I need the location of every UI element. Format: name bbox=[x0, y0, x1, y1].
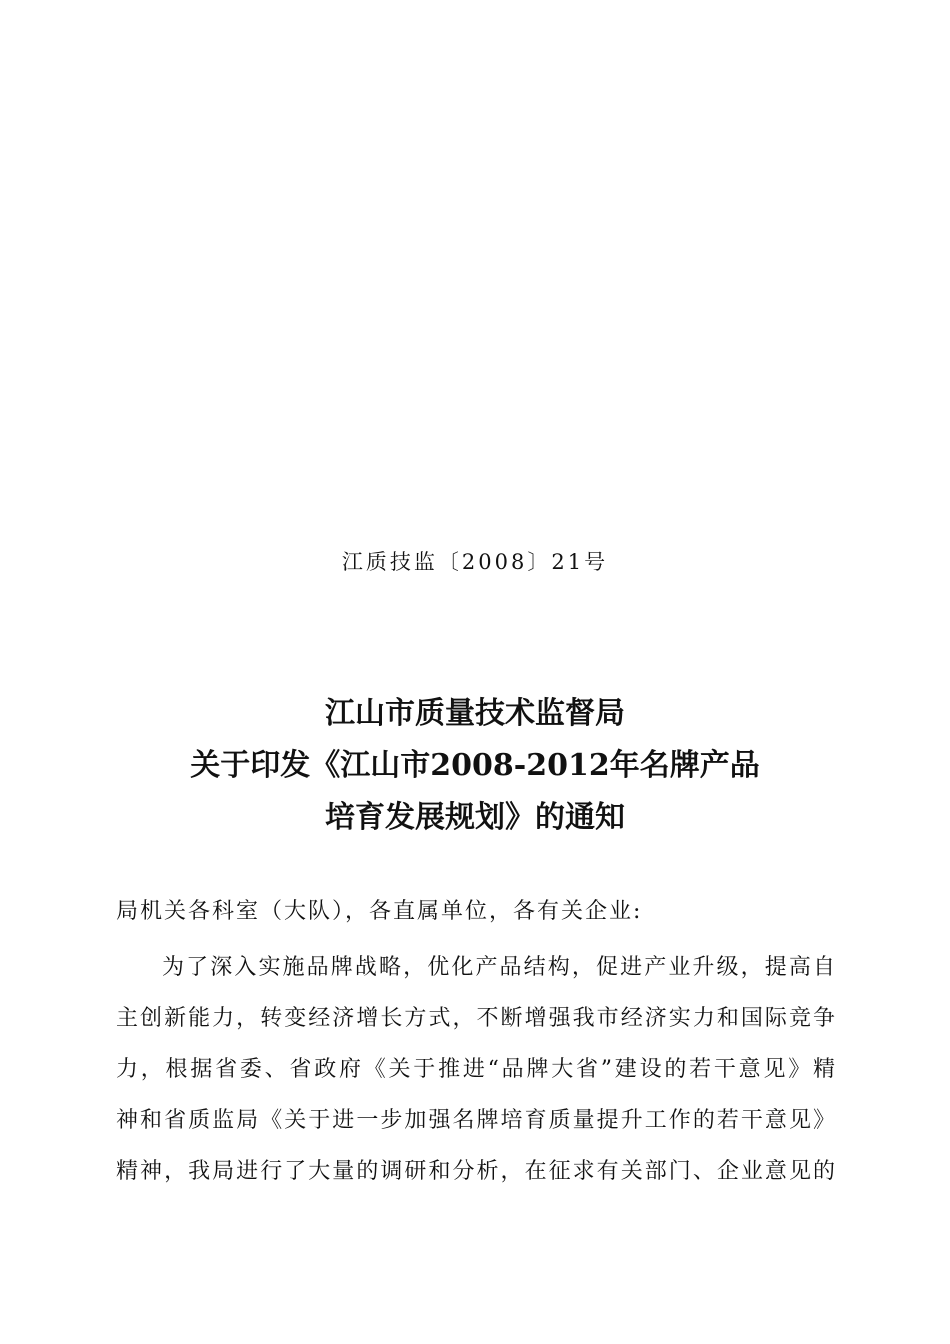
body-line-1: 为了深入实施品牌战略，优化产品结构，促进产业升级，提高自 bbox=[162, 955, 836, 980]
body-line-2: 主创新能力，转变经济增长方式，不断增强我市经济实力和国际竞争 bbox=[116, 1006, 836, 1031]
document-number: 江质技监〔2008〕21号 bbox=[341, 550, 609, 574]
document-title bbox=[0, 688, 950, 844]
body-line-3: 力，根据省委、省政府《关于推进“品牌大省”建设的若干意见》精 bbox=[116, 1057, 836, 1082]
title-line-2: 关于印发《江山市2008-2012年名牌产品 bbox=[190, 748, 760, 783]
title-line-1: 江山市质量技术监督局 bbox=[325, 696, 625, 731]
salutation: 局机关各科室（大队），各直属单位，各有关企业: bbox=[116, 899, 643, 924]
body-paragraph bbox=[116, 942, 836, 1197]
body-line-5: 精神，我局进行了大量的调研和分析，在征求有关部门、企业意见的 bbox=[116, 1159, 836, 1184]
title-line-3: 培育发展规划》的通知 bbox=[325, 800, 625, 835]
body-line-4: 神和省质监局《关于进一步加强名牌培育质量提升工作的若干意见》 bbox=[116, 1108, 836, 1133]
